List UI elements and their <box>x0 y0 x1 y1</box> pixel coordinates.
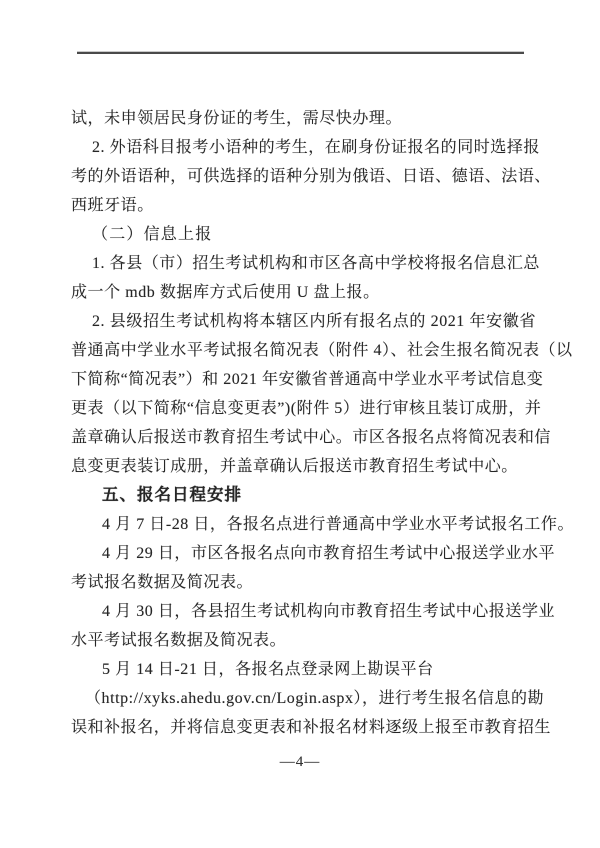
doc-line: 考的外语语种，可供选择的语种分别为俄语、日语、德语、法语、 <box>71 168 551 185</box>
doc-line-url: （http://xyks.ahedu.gov.cn/Login.aspx），进行考生报名信息的勘 <box>85 690 545 707</box>
doc-line: 考试报名数据及简况表。 <box>71 574 254 591</box>
doc-line: 4 月 30 日，各县招生考试机构向市教育招生考试中心报送学业 <box>102 603 556 620</box>
document-body <box>71 104 575 742</box>
doc-line: 下简称“简况表”）和 2021 年安徽省普通高中学业水平考试信息变 <box>71 371 544 388</box>
doc-line: 误和补报名，并将信息变更表和补报名材料逐级上报至市教育招生 <box>71 719 551 736</box>
doc-line: 5 月 14 日-21 日，各报名点登录网上勘误平台 <box>102 661 434 678</box>
section-heading-info-upload: （二）信息上报 <box>92 226 213 243</box>
doc-line: 水平考试报名数据及简况表。 <box>71 632 287 649</box>
section-heading-schedule: 五、报名日程安排 <box>102 486 242 504</box>
doc-line: 西班牙语。 <box>71 197 154 214</box>
doc-line: 1. 各县（市）招生考试机构和市区各高中学校将报名信息汇总 <box>92 255 540 272</box>
doc-line: 2. 县级招生考试机构将本辖区内所有报名点的 2021 年安徽省 <box>92 313 536 330</box>
doc-line: 试，未申领居民身份证的考生，需尽快办理。 <box>71 110 403 127</box>
doc-line: 2. 外语科目报考小语种的考生，在刷身份证报名的同时选择报 <box>92 139 540 156</box>
doc-line: 息变更表装订成册，并盖章确认后报送市教育招生考试中心。 <box>71 458 518 475</box>
doc-line: 盖章确认后报送市教育招生考试中心。市区各报名点将简况表和信 <box>71 429 551 446</box>
doc-line: 4 月 29 日，市区各报名点向市教育招生考试中心报送学业水平 <box>102 545 556 562</box>
doc-line: 成一个 mdb 数据库方式后使用 U 盘上报。 <box>71 284 380 301</box>
doc-line: 4 月 7 日-28 日，各报名点进行普通高中学业水平考试报名工作。 <box>102 516 575 533</box>
page-top-rule <box>77 51 524 54</box>
doc-line: 普通高中学业水平考试报名简况表（附件 4）、社会生报名简况表（以 <box>71 342 573 359</box>
doc-line: 更表（以下简称“信息变更表”)(附件 5）进行审核且装订成册，并 <box>71 400 542 417</box>
page-number: —4— <box>279 754 321 770</box>
